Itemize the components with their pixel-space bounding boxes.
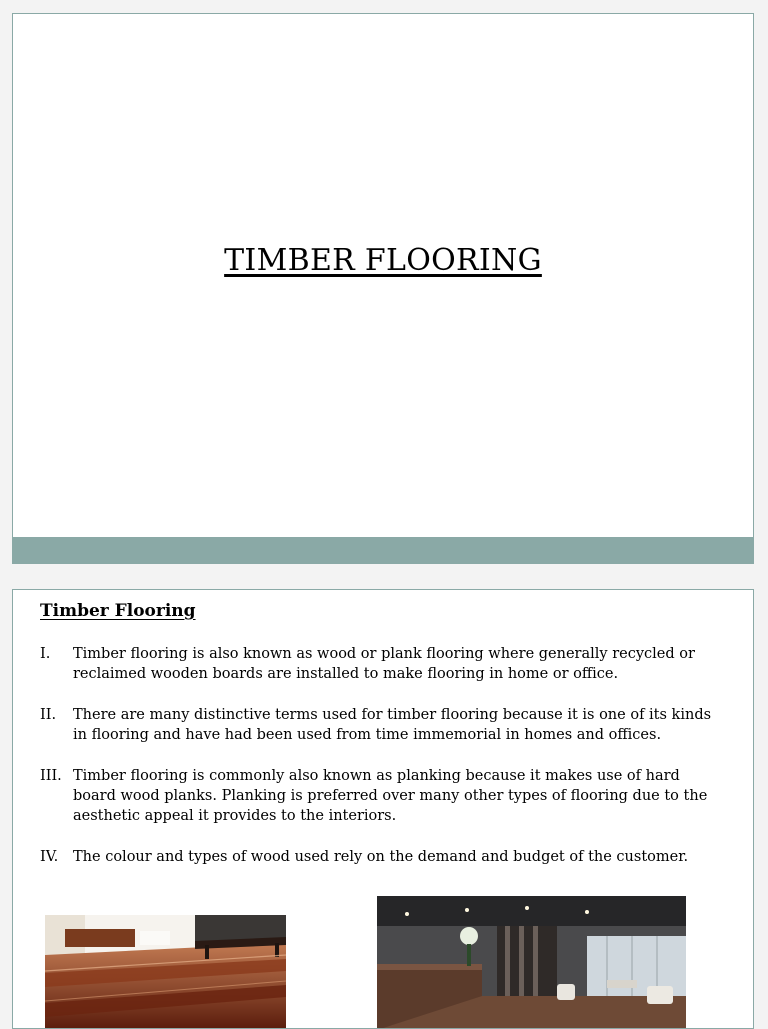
title-slide: [12, 13, 754, 564]
list-number: IV.: [40, 849, 59, 865]
content-slide: [12, 589, 754, 1029]
timber-floor-steps-photo: [45, 915, 286, 1029]
list-text: The colour and types of wood used rely on the demand and budget of the customer.: [73, 849, 689, 865]
list-item: [40, 847, 720, 867]
office-lobby-timber-floor-photo: [377, 896, 686, 1029]
list-text: There are many distinctive terms used for timber flooring because it is one of its kinds in flooring and have had been used from time immemorial in homes and offices.: [73, 707, 712, 743]
numbered-list: [40, 644, 720, 867]
list-number: III.: [40, 768, 62, 784]
list-item: [40, 766, 720, 826]
list-item: [40, 644, 720, 684]
list-text: Timber flooring is also known as wood or plank flooring where generally recycled or reclaimed wooden boards are installed to make flooring in home or office.: [73, 646, 695, 682]
slide-footer-bar: [12, 537, 754, 564]
slide-heading: Timber Flooring: [40, 601, 196, 621]
list-number: II.: [40, 707, 57, 723]
list-item: [40, 705, 720, 745]
slide-title: TIMBER FLOORING: [224, 243, 542, 278]
list-number: I.: [40, 646, 51, 662]
list-text: Timber flooring is commonly also known as planking because it makes use of hard board wood planks. Planking is preferred over many other types of flooring due to the aesthetic appeal it provides to the interiors.: [73, 768, 708, 824]
